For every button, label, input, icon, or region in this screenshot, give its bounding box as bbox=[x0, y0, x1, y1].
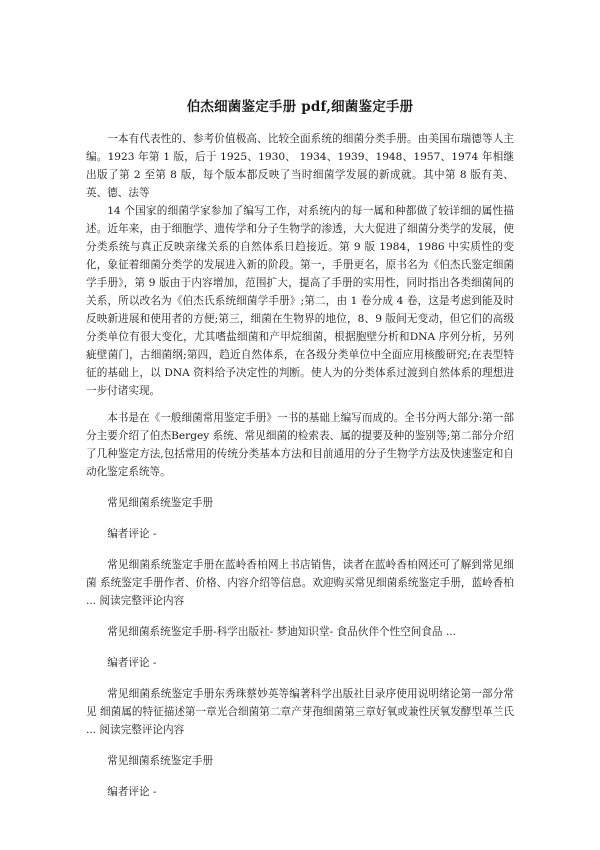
page-title: 伯杰细菌鉴定手册 pdf,细菌鉴定手册 bbox=[186, 99, 414, 115]
paragraph-book-summary: 本书是在《一般细菌常用鉴定手册》一书的基础上编写而成的。全书分两大部分:第一部分主要介绍了伯杰Bergey 系统、常见细菌的检索表、属的提要及种的鉴别等;第二部分介绍了几种鉴定方法,包括常用的传统分类基本方法和目前通用的分子生物学方法及快速鉴定和自动化鉴定系统等。 bbox=[86, 412, 514, 478]
document-body bbox=[86, 130, 514, 801]
entry-title: 常见细菌系统鉴定手册-科学出版社- 梦迪知识堂- 食品伙伴个性空间食品 ... bbox=[107, 626, 456, 638]
entry-description: 常见细菌系统鉴定手册在蓝岭香柏网上书店销售，读者在蓝岭香柏网还可了解到常见细菌 系统鉴定手册作者、价格、内容介绍等信息。欢迎购买常见细菌系统鉴定手册，蓝岭香柏 ... 阅读完整评论内容 bbox=[86, 559, 514, 607]
entry-editor-comment: 编者评论 - bbox=[107, 786, 157, 798]
entry-editor-comment: 编者评论 - bbox=[107, 657, 157, 669]
entry-editor-comment: 编者评论 - bbox=[107, 528, 157, 540]
entry-description: 常见细菌系统鉴定手册东秀珠蔡妙英等编著科学出版社目录序使用说明绪论第一部分常见 细菌属的特征描述第一章光合细菌第二章产芽孢细菌第三章好氧或兼性厌氧发酵型革兰氏 ... 阅读完整评论内容 bbox=[86, 688, 514, 736]
paragraph-history: 14 个国家的细菌学家参加了编写工作，对系统内的每一属和种都做了较详细的属性描述。近年来，由于细胞学、遗传学和分子生物学的渗透，大大促进了细菌分类学的发展，使分类系统与真正反映亲缘关系的自然体系日趋接近。第 9 版 1984，1986 中实质性的变化，象征着细菌分类学的发展进入新的阶段。第一，手册更名，原书名为《伯杰氏鉴定细菌学手册》，第 9 版由于内容增加，范围扩大，提高了手册的实用性，同时指出各类细菌间的关系，所以改名为《伯杰氏系统细菌学手册》;第二，由 1 卷分成 4 卷，这是考虑到能及时反映新进展和使用者的方便;第三，细菌在生物界的地位，8、9 版间无变动，但它们的高级分类单位有很大变化，尤其嗜盐细菌和产甲烷细菌，根据胞壁分析和DNA 序列分析，另列疵壁菌门，古细菌纲;第四，趋近自然体系，在各级分类单位中全面应用核酸研究;在表型特征的基础上，以 DNA 资料给予决定性的判断。使人为的分类体系过渡到自然体系的理想进一步付诸实现。 bbox=[86, 205, 514, 397]
entry-title: 常见细菌系统鉴定手册 bbox=[107, 497, 214, 509]
entry-title: 常见细菌系统鉴定手册 bbox=[107, 755, 214, 767]
paragraph-intro: 一本有代表性的、参考价值极高、比较全面系统的细菌分类手册。由美国布瑞德等人主编。1923 年第 1 版，后于 1925、1930、 1934、1939、1948、1957、1974 年相继出版了第 2 至第 8 版，每个版本都反映了当时细菌学发展的新成就。其中第 8 版有美、英、德、法等 bbox=[86, 133, 514, 199]
